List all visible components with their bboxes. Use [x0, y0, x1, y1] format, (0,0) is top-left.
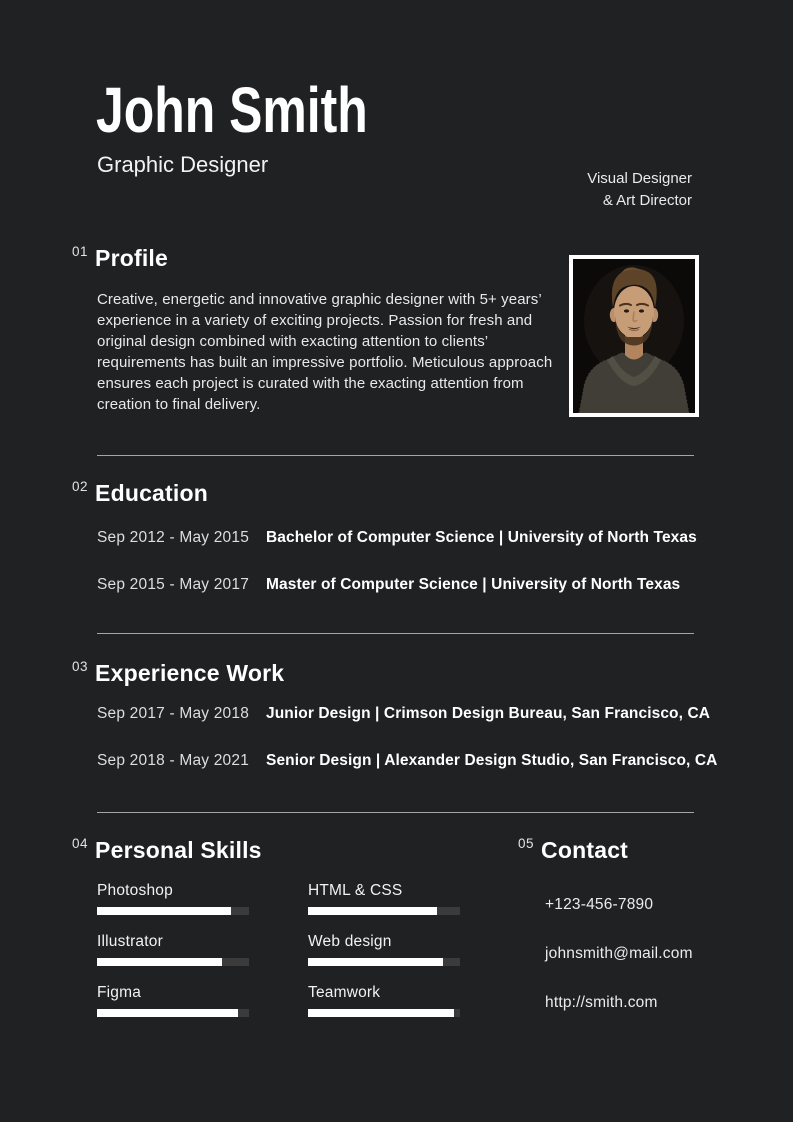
- skill-bar-fill: [308, 1009, 454, 1017]
- education-list: [97, 527, 697, 621]
- person-role: Graphic Designer: [97, 152, 269, 177]
- person-name: John Smith: [96, 74, 368, 146]
- divider: [97, 812, 694, 813]
- skill-item: [97, 882, 249, 915]
- skill-bar-fill: [97, 1009, 238, 1017]
- skill-bar: [308, 958, 460, 966]
- experience-item: [97, 703, 717, 724]
- divider: [97, 455, 694, 456]
- skill-bar: [308, 1009, 460, 1017]
- tagline-line-2: & Art Director: [602, 191, 692, 209]
- skill-bar: [308, 907, 460, 915]
- education-dates: Sep 2012 - May 2015: [97, 529, 250, 546]
- skill-item: [97, 984, 249, 1017]
- portrait-illustration: [573, 259, 695, 413]
- contact-list: [545, 895, 693, 1042]
- contact-email: johnsmith@mail.com: [545, 945, 693, 962]
- section-number: 04: [72, 836, 89, 851]
- experience-description: Junior Design | Crimson Design Bureau, San Francisco, CA: [266, 705, 711, 722]
- education-description: Bachelor of Computer Science | University of North Texas: [266, 529, 697, 546]
- skill-item: [308, 984, 460, 1017]
- education-item: [97, 574, 697, 595]
- section-heading-experience: [72, 658, 284, 686]
- tagline: [587, 168, 692, 211]
- tagline-line-1: Visual Designer: [587, 170, 692, 187]
- skill-bar-fill: [97, 907, 231, 915]
- education-description: Master of Computer Science | University of North Texas: [266, 576, 681, 593]
- skill-bar: [97, 958, 249, 966]
- skill-label: Web design: [308, 933, 392, 950]
- skill-item: [97, 933, 249, 966]
- section-title: Experience Work: [95, 660, 285, 686]
- section-heading-profile: [72, 243, 168, 271]
- contact-website: http://smith.com: [545, 994, 658, 1011]
- contact-phone: +123-456-7890: [545, 896, 654, 913]
- skill-label: Illustrator: [97, 933, 163, 950]
- section-heading-skills: [72, 835, 262, 863]
- skills-grid: [97, 882, 460, 1017]
- section-heading-education: [72, 478, 208, 506]
- section-number: 01: [72, 244, 89, 259]
- skill-bar-fill: [308, 907, 437, 915]
- skill-label: Teamwork: [308, 984, 381, 1001]
- section-heading-contact: [518, 835, 628, 863]
- section-number: 03: [72, 659, 89, 674]
- skill-bar: [97, 907, 249, 915]
- skill-label: HTML & CSS: [308, 882, 403, 899]
- section-title: Contact: [541, 837, 629, 863]
- section-number: 02: [72, 479, 89, 494]
- skill-bar: [97, 1009, 249, 1017]
- section-number: 05: [518, 836, 535, 851]
- experience-dates: Sep 2017 - May 2018: [97, 705, 250, 722]
- section-title: Personal Skills: [95, 837, 262, 863]
- divider: [97, 633, 694, 634]
- experience-dates: Sep 2018 - May 2021: [97, 752, 250, 769]
- experience-item: [97, 750, 717, 771]
- profile-summary: Creative, energetic and innovative graphic designer with 5+ years’ experience in a variety of exciting projects. Passion for fresh and original design combined with exacting attention to clients’ requirements has built an impressive portfolio. Meticulous approach ensures each project is curated with the exacting attention from creation to final delivery.: [97, 291, 553, 413]
- skill-item: [308, 933, 460, 966]
- education-item: [97, 527, 697, 548]
- experience-list: [97, 703, 717, 797]
- section-title: Profile: [95, 245, 169, 271]
- profile-photo: [569, 255, 699, 417]
- education-dates: Sep 2015 - May 2017: [97, 576, 250, 593]
- skill-bar-fill: [308, 958, 443, 966]
- section-title: Education: [95, 480, 209, 506]
- skill-label: Photoshop: [97, 882, 173, 899]
- skill-item: [308, 882, 460, 915]
- skill-bar-fill: [97, 958, 222, 966]
- skill-label: Figma: [97, 984, 142, 1001]
- experience-description: Senior Design | Alexander Design Studio, San Francisco, CA: [266, 752, 718, 769]
